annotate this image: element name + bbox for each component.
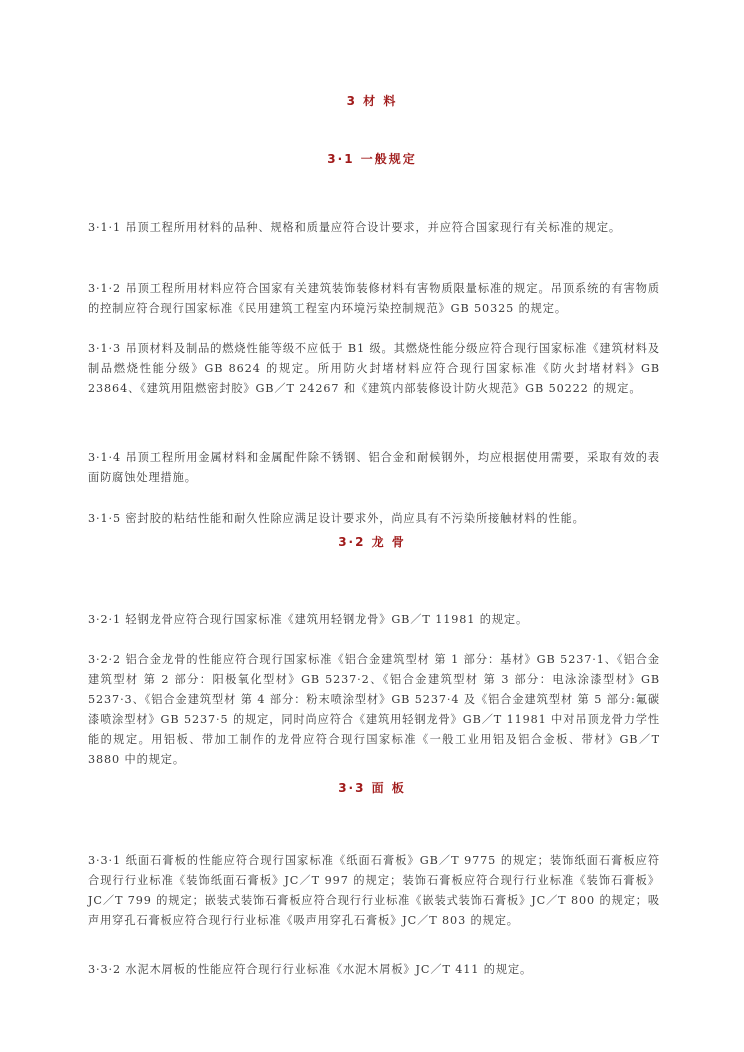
clause-3-1-2: 3·1·2 吊顶工程所用材料应符合国家有关建筑装饰装修材料有害物质限量标准的规定。吊顶系统的有害物质的控制应符合现行国家标准《民用建筑工程室内环境污染控制规范》GB 50325 的规定。 bbox=[88, 282, 660, 315]
clause-3-1-5: 3·1·5 密封胶的粘结性能和耐久性除应满足设计要求外，尚应具有不污染所接触材料的性能。 bbox=[88, 512, 585, 525]
clause-3-3-1: 3·3·1 纸面石膏板的性能应符合现行国家标准《纸面石膏板》GB／T 9775 的规定；装饰纸面石膏板应符合现行行业标准《装饰纸面石膏板》JC／T 997 的规定；装饰石膏板应符合现行行业标准《装饰石膏板》JC／T 799 的规定；嵌装式装饰石膏板应符合现行行业标准《嵌装式装饰石膏板》JC／T 800 的规定；吸声用穿孔石膏板应符合现行行业标准《吸声用穿孔石膏板》JC／T 803 的规定。 bbox=[88, 854, 660, 927]
clause-3-3-2: 3·3·2 水泥木屑板的性能应符合现行行业标准《水泥木屑板》JC／T 411 的规定。 bbox=[88, 963, 533, 976]
section-heading-3-3: 3·3 面 板 bbox=[338, 781, 406, 795]
chapter-title: 3 材 料 bbox=[346, 94, 398, 108]
section-heading-3-2: 3·2 龙 骨 bbox=[338, 535, 406, 549]
clause-3-1-4: 3·1·4 吊顶工程所用金属材料和金属配件除不锈钢、铝合金和耐候钢外，均应根据使用需要，采取有效的表面防腐蚀处理措施。 bbox=[88, 451, 660, 484]
clause-3-2-2: 3·2·2 铝合金龙骨的性能应符合现行国家标准《铝合金建筑型材 第 1 部分：基材》GB 5237·1、《铝合金建筑型材 第 2 部分：阳极氧化型材》GB 5237·2、《铝合金建筑型材 第 3 部分：电泳涂漆型材》GB 5237·3、《铝合金建筑型材 第 4 部分：粉末喷涂型材》GB 5237·4 及《铝合金建筑型材 第 5 部分:氟碳漆喷涂型材》GB 5237·5 的规定，同时尚应符合《建筑用轻钢龙骨》GB／T 11981 中对吊顶龙骨力学性能的规定。用铝板、带加工制作的龙骨应符合现行国家标准《一般工业用铝及铝合金板、带材》GB／T 3880 中的规定。 bbox=[88, 653, 660, 766]
clause-3-1-3: 3·1·3 吊顶材料及制品的燃烧性能等级不应低于 B1 级。其燃烧性能分级应符合现行国家标准《建筑材料及制品燃烧性能分级》GB 8624 的规定。所用防火封堵材料应符合现行国家标准《防火封堵材料》GB 23864、《建筑用阻燃密封胶》GB／T 24267 和《建筑内部装修设计防火规范》GB 50222 的规定。 bbox=[88, 342, 660, 395]
clause-3-2-1: 3·2·1 轻钢龙骨应符合现行国家标准《建筑用轻钢龙骨》GB／T 11981 的规定。 bbox=[88, 613, 529, 626]
section-heading-3-1: 3·1 一般规定 bbox=[327, 152, 417, 166]
clause-3-1-1: 3·1·1 吊顶工程所用材料的品种、规格和质量应符合设计要求，并应符合国家现行有关标准的规定。 bbox=[88, 221, 622, 234]
